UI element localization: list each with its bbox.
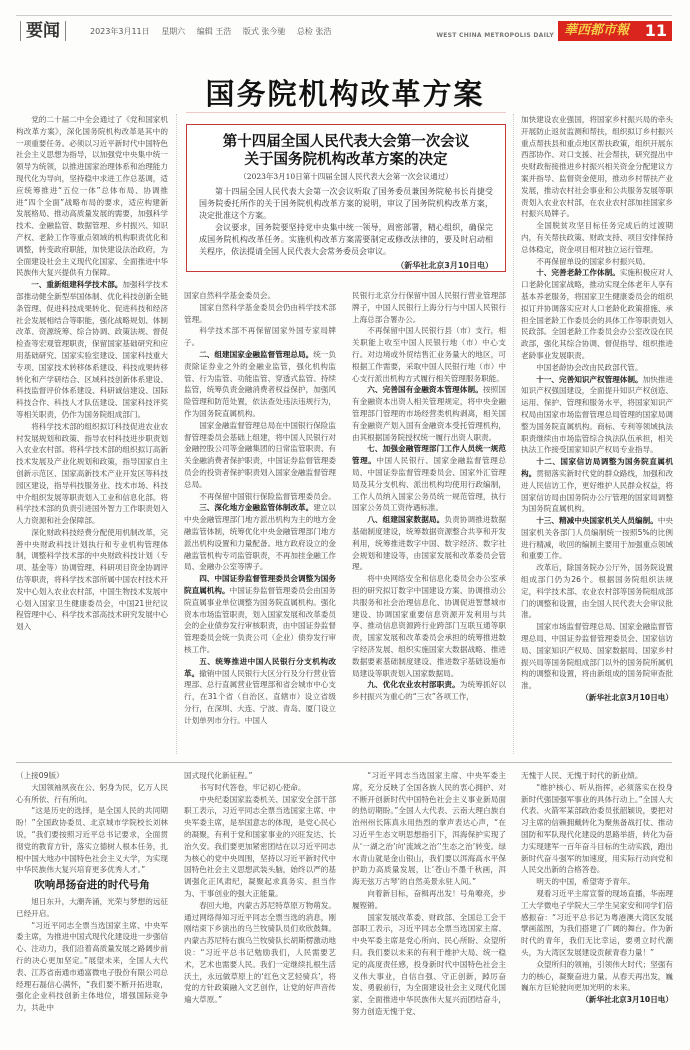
layout-editor: 版式 张今驰 bbox=[242, 27, 286, 36]
paragraph: 不再保留中国人民银行县（市）支行，相关职能上收至中国人民银行地（市）中心支行。对边境或外贸结售汇业务量大的地区，可根据工作需要，采取中国人民银行地（市）中心支行派出机构方式履行相关管理服务职能。 bbox=[352, 326, 506, 383]
paragraph: 书写时代答卷，牢记初心使命。 bbox=[199, 782, 306, 792]
paragraph: 中央纪委国家监委机关、国家安全部干部职工表示，习近平同志全票当选国家主席、中央军委主席，是举国意志的体现，是党心民心的凝聚，有利于党和国家事业的兴旺发达、长治久安。我们要更加紧密团结在以习近平同志为核心的党中央周围，坚持以习近平新时代中国特色社会主义思想武装头脑，始终以严的基调强化正风肃纪，凝聚起求真务实、担当作为、干事创业的强大正能量。 bbox=[184, 794, 336, 898]
section-heading: 八、组建国家数据局。 bbox=[367, 515, 445, 525]
paragraph: 一、重新组建科学技术部。加强科学技术部推动健全新型举国体制、优化科技创新全链条管理、促进科技成果转化、促进科技和经济社会发展相结合等职能，强化战略规划、体制改革、资源统筹、综合协调、政策法规、督促检查等宏观管理职责，保留国家基础研究和应用基础研究、国家实验室建设、国家科技重大专项、国家技术转移体系建设、科技成果转移转化和产学研结合、区域科技创新体系建设、科技监督评价体系建设、科研诚信建设、国际科技合作、科技人才队伍建设、国家科技评奖等相关职责，仍作为国务院组成部门。 bbox=[16, 280, 168, 419]
section-heading: 十二、国家信访局调整为国务院直属机构。 bbox=[521, 457, 673, 478]
paragraph: 四、中国证券监督管理委员会调整为国务院直属机构。中国证券监督管理委员会由国务院直属事业单位调整为国务院直属机构。强化资本市场监管职责，划入国家发展和改革委员会的企业债券发行审核职责，由中国证券监督管理委员会统一负责公司（企业）债券发行审核工作。 bbox=[184, 574, 336, 654]
paragraph: 九、优化农业农村部职责。为统筹抓好以乡村振兴为重心的“三农”各项工作， bbox=[352, 680, 506, 702]
page-meta bbox=[90, 26, 340, 37]
weekday: 星期六 bbox=[161, 27, 186, 36]
paragraph: 二、组建国家金融监督管理总局。统一负责除证券业之外的金融业监管，强化机构监管、行为监管、功能监管、穿透式监管、持续监管，统筹负责金融消费者权益保护，加强风险管理和防范处置，依法查处违法违规行为，作为国务院直属机构。 bbox=[184, 349, 336, 418]
paragraph: 向着新目标，奋楫再出发！号角嘹亮，步履铿锵。 bbox=[352, 888, 506, 910]
decision-source: （新华社北京3月10日电） bbox=[396, 261, 493, 270]
paragraph: 五、统筹推进中国人民银行分支机构改革。撤销中国人民银行大区分行及分行营业管理部、总行直属营业管理部和省会城市中心支行，在31个省（自治区、直辖市）设立省级分行，在深圳、大连、宁波、青岛、厦门设立计划单列市分行。中国人 bbox=[184, 656, 336, 725]
paragraph: 党的二十届二中全会通过了《党和国家机构改革方案》，深化国务院机构改革是其中的一项重要任务。必须以习近平新时代中国特色社会主义思想为指导，以加强党中央集中统一领导为统领，以推进国家治理体系和治理能力现代化为导向，坚持稳中求进工作总基调，适应统筹推进“五位一体”总体布局、协调推进“四个全面”战略布局的要求，适应构建新发展格局、推动高质量发展的需要，加强科学技术、金融监管、数据管理、乡村振兴、知识产权、老龄工作等重点领域的机构职责优化和调整，转变政府职能，加快建设法治政府，为全面建设社会主义现代化国家、全面推进中华民族伟大复兴提供有力保障。 bbox=[16, 115, 168, 278]
column-divider bbox=[513, 114, 514, 754]
subheading: 吹响昂扬奋进的时代号角 bbox=[34, 879, 150, 892]
paragraph: 将中央网络安全和信息化委员会办公室承担的研究拟订数字中国建设方案、协调推动公共服务和社会治理信息化、协调促进智慧城市建设、协调国家重要信息资源开发利用与共享、推动信息资源跨行业跨部门互联互通等职责，国家发展和改革委员会承担的统筹推进数字经济发展、组织实施国家大数据战略、推进数据要素基础制度建设、推进数字基础设施布局建设等职责划入国家数据局。 bbox=[352, 574, 506, 678]
article-column-3 bbox=[352, 290, 506, 754]
bottom-column-3 bbox=[352, 770, 506, 1045]
paragraph: 观看习近平主席宣誓的现场直播，华南理工大学微电子学院大三学生吴家安和同学们倍感振奋：“习近平总书记为粤港澳大湾区发展擘画蓝图，为我们搭建了广阔的舞台。作为新时代的青年，我们无比幸运，要勇立时代潮头，为大湾区发展建设贡献青春力量！” bbox=[521, 888, 673, 957]
paragraph: 十三、精减中央国家机关人员编制。中央国家机关各部门人员编制统一按照5%的比例进行精减，收回的编制主要用于加强重点领域和重要工作。 bbox=[521, 516, 673, 561]
section-heading: 一、重新组建科学技术部。 bbox=[31, 280, 123, 290]
paragraph: 中国老龄协会改由民政部代管。 bbox=[536, 362, 643, 372]
paragraph: 深化财政科技经费分配使用机制改革，完善中央财政科技计划执行和专业机构管理体制，调整科学技术部的中央财政科技计划（专项、基金等）协调管理、科研项目资金协调评估等职责，将科学技术部所属中国农村技术开发中心划入农业农村部，中国生物技术发展中心划入国家卫生健康委员会，中国21世纪议程管理中心、科学技术部高技术研究发展中心划入 bbox=[16, 527, 168, 632]
decision-paragraph: 第十四届全国人民代表大会第一次会议听取了国务委员兼国务院秘书长肖捷受国务院委托所作的关于国务院机构改革方案的说明，审议了国务院机构改革方案，决定批准这个方案。 bbox=[199, 187, 493, 220]
section-heading: 二、组建国家金融监督管理总局。 bbox=[199, 349, 314, 359]
article-column-4 bbox=[521, 114, 673, 754]
paragraph: 众望所归的领袖，引领伟大时代；坚强有力的核心，凝聚奋进力量。从春天再出发，巍巍东方巨轮驶向更加光明的未来。 bbox=[521, 959, 673, 993]
section-heading: 四、中国证券监督管理委员会调整为国务院直属机构。 bbox=[184, 574, 336, 595]
paragraph: 明天的中国，希望寄予青年。 bbox=[536, 877, 635, 887]
page-header bbox=[16, 21, 672, 41]
article-column-2 bbox=[184, 290, 336, 754]
paragraph: 十、完善老龄工作体制。实施积极应对人口老龄化国家战略，推动实现全体老年人享有基本养老服务，将国家卫生健康委员会的组织拟订并协调落实应对人口老龄化政策措施、承担全国老龄工作委员会的具体工作等职责划入民政部。全国老龄工作委员会办公室改设在民政部，强化其综合协调、督促指导、组织推进老龄事业发展职责。 bbox=[521, 268, 673, 360]
paragraph: 不再保留单设的国家乡村振兴局。 bbox=[536, 256, 651, 266]
column-divider bbox=[176, 114, 177, 754]
paragraph: 国家金融监督管理总局在中国银行保险监督管理委员会基础上组建，将中国人民银行对金融控股公司等金融集团的日常监管职责、有关金融消费者保护职责，中国证券监督管理委员会的投资者保护职责划入国家金融监督管理总局。 bbox=[184, 420, 336, 489]
date: 2023年3月11日 bbox=[90, 27, 150, 36]
section-heading: 三、深化地方金融监管体制改革。 bbox=[199, 503, 314, 513]
section-heading: 十三、精减中央国家机关人员编制。 bbox=[536, 516, 658, 526]
top-rule bbox=[16, 15, 672, 16]
decision-title-1: 第十四届全国人民代表大会第一次会议 bbox=[222, 134, 470, 150]
paragraph: 国家发展改革委、财政部、全国总工会干部职工表示，习近平同志全票当选国家主席、中央军委主席是党心所向、民心所盼、众望所归。我们要以未来的有利于维护大局、统一稳定的高度责任感，投身新时代中国特色社会主义伟大事业，自信自强、守正创新，踔厉奋发、勇毅前行，为全面建设社会主义现代化国家、全面推进中华民族伟大复兴而团结奋斗，努力创造无愧于党、 bbox=[352, 912, 506, 1016]
paragraph: 改革后，除国务院办公厅外，国务院设置组成部门仍为26个。根据国务院组织法规定，科学技术部、农业农村部等国务院组成部门的调整和设置，由全国人民代表大会审议批准。 bbox=[521, 563, 673, 620]
article-source: （新华社北京3月10日电） bbox=[581, 995, 673, 1005]
editor: 编辑 王浩 bbox=[196, 27, 232, 36]
paragraph: 旭日东升，大潮奔涌，光荣与梦想的远征已经开启。 bbox=[16, 896, 168, 918]
paragraph: 八、组建国家数据局。负责协调推进数据基础制度建设，统筹数据资源整合共享和开发利用，统筹推进数字中国、数字经济、数字社会规划和建设等，由国家发展和改革委员会管理。 bbox=[352, 515, 506, 572]
brand-name: 華西都市報 bbox=[564, 23, 630, 38]
paragraph: 无愧于人民、无愧于时代的新业绩。 bbox=[521, 771, 643, 780]
bottom-column-1 bbox=[16, 770, 168, 1045]
decision-subtitle: （2023年3月10日第十四届全国人民代表大会第一次会议通过） bbox=[239, 172, 453, 181]
paragraph: “习近平同志全票当选国家主席、中央军委主席，为推进中国式现代化建设进一步强信心、注动力，我们沿着高质量发展之路阔步前行的决心更加坚定。”展望未来，全国人大代表、江苏省南通市通富微电子股份有限公司总经理石磊信心满怀，“我们要不断开拓进取，强化企业科技创新主体地位，增强国际竞争力，共赴中 bbox=[16, 920, 168, 1013]
paragraph: 春回大地，内蒙古苏尼特草原万物萌发。通过网络得知习近平同志全票当选的消息，刚刚结束下乡演出的乌兰牧骑队员们欢欣鼓舞。内蒙古苏尼特右旗乌兰牧骑队长胡斯楞激动地说：“习近平总书记勉励我们，人民需要艺术，艺术也需要人民。我们一定继续扎根生活沃土，永远做草原上的‘红色文艺轻骑兵’，将党的方针政策融入文艺创作，让党的好声音传遍大草原。” bbox=[184, 900, 336, 1005]
main-headline: 国务院机构改革方案 bbox=[205, 77, 485, 111]
paragraph: 三、深化地方金融监管体制改革。建立以中央金融管理部门地方派出机构为主的地方金融监管体制，统筹优化中央金融管理部门地方派出机构设置和力量配备。地方政府设立的金融监管机构专司监管职责，不再加挂金融工作局、金融办公室等牌子。 bbox=[184, 503, 336, 572]
bottom-column-2 bbox=[184, 770, 336, 1045]
brand-logo bbox=[558, 21, 672, 41]
paragraph: 全国脱贫攻坚目标任务完成后的过渡期内，有关帮扶政策、财政支持、项目安排保持总体稳定，资金项目相对独立运行管理。 bbox=[521, 221, 673, 254]
paragraph: 国家市场监督管理总局、国家金融监督管理总局、中国证券监督管理委员会、国家信访局、国家知识产权局、国家数据局、国家乡村振兴局等国务院组成部门以外的国务院所属机构的调整和设置，将由新组成的国务院审查批准。 bbox=[521, 622, 673, 691]
article-source: （新华社北京3月10日电） bbox=[581, 693, 673, 703]
paragraph: 科学技术部不再保留国家外国专家局牌子。 bbox=[184, 326, 336, 348]
section-divider bbox=[16, 762, 672, 763]
paragraph: “习近平同志当选国家主席、中央军委主席，充分反映了全国各族人民的衷心拥护、对不断开创新时代中国特色社会主义事业新局面的热切期盼。”全国人大代表、云南大理白族自治州州长陈真永用热烈的掌声表达心声，“在习近平生态文明思想指引下，洱海保护实现了从‘一湖之治’向‘流域之治’‘生态之治’转变。绿水青山就是金山银山，我们要以洱海高水平保护助力高质量发展，让‘苍山不墨千秋画，洱海无弦万古琴’的自然美景永驻人间。” bbox=[352, 771, 506, 887]
paragraph: “这是历史的选择，是全国人民的共同期盼！”全国政协委员、北京城市学院校长刘林说，“我们要按照习近平总书记要求，全面贯彻党的教育方针，落实立德树人根本任务，扎根中国大地办中国特色社会主义大学，为实现中华民族伟大复兴培育更多优秀人才。” bbox=[16, 806, 168, 875]
section-heading: 九、优化农业农村部职责。 bbox=[367, 680, 460, 690]
page-number: 11 bbox=[644, 21, 667, 40]
paragraph: 将科学技术部的组织拟订科技促进农业农村发展规划和政策、指导农村科技进步职责划入农业农村部。将科学技术部的组织拟订高新技术发展及产业化规划和政策，指导国家自主创新示范区、国家高新技术产业开发区等科技园区建设，指导科技服务业、技术市场、科技中介组织发展等职责划入工业和信息化部。将科学技术部的负责引进国外智力工作职责划入人力资源和社会保障部。 bbox=[16, 421, 168, 526]
section-heading: 七、加强金融管理部门工作人员统一规范管理。 bbox=[352, 444, 506, 466]
article-column-1 bbox=[16, 114, 168, 754]
paragraph: 国家自然科学基金委员会。 bbox=[184, 291, 276, 300]
paragraph: 国式现代化新征程。” bbox=[184, 771, 253, 780]
paragraph: 加快建设农业强国，将国家乡村振兴局的牵头开展防止返贫监测和帮扶，组织拟订乡村振兴重点帮扶县和重点地区帮扶政策，组织开展东西部协作、对口支援、社会帮扶，研究提出中央财政衔接推进乡村振兴相关资金分配建议方案并指导、监督资金使用，推动乡村帮扶产业发展，推动农村社会事业和公共服务发展等职责划入农业农村部，在农业农村部加挂国家乡村振兴局牌子。 bbox=[521, 115, 673, 219]
decision-box bbox=[186, 124, 506, 272]
headline-rule bbox=[186, 112, 506, 113]
paragraph: 七、加强金融管理部门工作人员统一规范管理。中国人民银行、国家金融监督管理总局、中国证券监督管理委员会、国家外汇管理局及其分支机构、派出机构均使用行政编制，工作人员纳入国家公务员统一规范管理，执行国家公务员工资待遇标准。 bbox=[352, 444, 506, 513]
continued-from: （上接09版） bbox=[16, 771, 64, 780]
proofreader: 总检 张浩 bbox=[296, 27, 332, 36]
brand-english: WEST CHINA METROPOLIS DAILY bbox=[436, 32, 554, 39]
paragraph: 十二、国家信访局调整为国务院直属机构。贯彻落实新时代党的群众路线，加强和改进人民信访工作，更好维护人民群众权益，将国家信访局由国务院办公厅管理的国家局调整为国务院直属机构。 bbox=[521, 457, 673, 514]
section-heading: 十一、完善知识产权管理体制。 bbox=[536, 374, 643, 384]
decision-paragraph: 会议要求，国务院要坚持党中央集中统一领导，周密部署，精心组织，确保完成国务院机构改革任务。实施机构改革方案需要制定或修改法律的，要及时启动相关程序，依法提请全国人民代表大会常务委员会审议。 bbox=[199, 223, 493, 256]
paragraph: 六、完善国有金融资本管理体制。按照国有金融资本出资人相关管理规定，将中央金融管理部门管理的市场经营类机构剥离，相关国有金融资产划入国有金融资本受托管理机构，由其根据国务院授权统一履行出资人职责。 bbox=[352, 385, 506, 442]
paragraph: “维护核心、听从指挥，必须落实在投身新时代强国强军事业的具体行动上。”全国人大代表、火箭军某部政治委员张韶颖说，要把对习主席的信赖拥戴转化为聚焦备战打仗、推动国防和军队现代化建设的思路举措，转化为奋力实现建军一百年奋斗目标的生动实践，跑出新时代奋斗强军的加速度，用实际行动向党和人民交出新的合格答卷。 bbox=[521, 782, 673, 875]
paragraph: 十一、完善知识产权管理体制。加快推进知识产权强国建设，全面提升知识产权创造、运用、保护、管理和服务水平，将国家知识产权局由国家市场监督管理总局管理的国家局调整为国务院直属机构。商标、专利等领域执法职责继续由市场监管综合执法队伍承担，相关执法工作接受国家知识产权局专业指导。 bbox=[521, 374, 673, 455]
paragraph: 大国领袖夙夜在公、躬身为民，亿万人民心有所依、行有所向。 bbox=[16, 782, 168, 804]
decision-title-2: 关于国务院机构改革方案的决定 bbox=[244, 152, 448, 168]
section-heading: 十、完善老龄工作体制。 bbox=[536, 268, 620, 278]
paragraph: 不再保留中国银行保险监督管理委员会。 bbox=[199, 491, 336, 501]
paragraph: 国家自然科学基金委员会仍由科学技术部管理。 bbox=[184, 302, 336, 324]
section-tag: 要闻 bbox=[20, 21, 66, 41]
section-heading: 六、完善国有金融资本管理体制。 bbox=[367, 385, 483, 395]
section-heading: 五、统筹推进中国人民银行分支机构改革。 bbox=[184, 656, 336, 678]
paragraph: 民银行北京分行保留中国人民银行营业管理部牌子，中国人民银行上海分行与中国人民银行上海总部合署办公。 bbox=[352, 291, 506, 324]
bottom-column-4 bbox=[521, 770, 673, 1045]
